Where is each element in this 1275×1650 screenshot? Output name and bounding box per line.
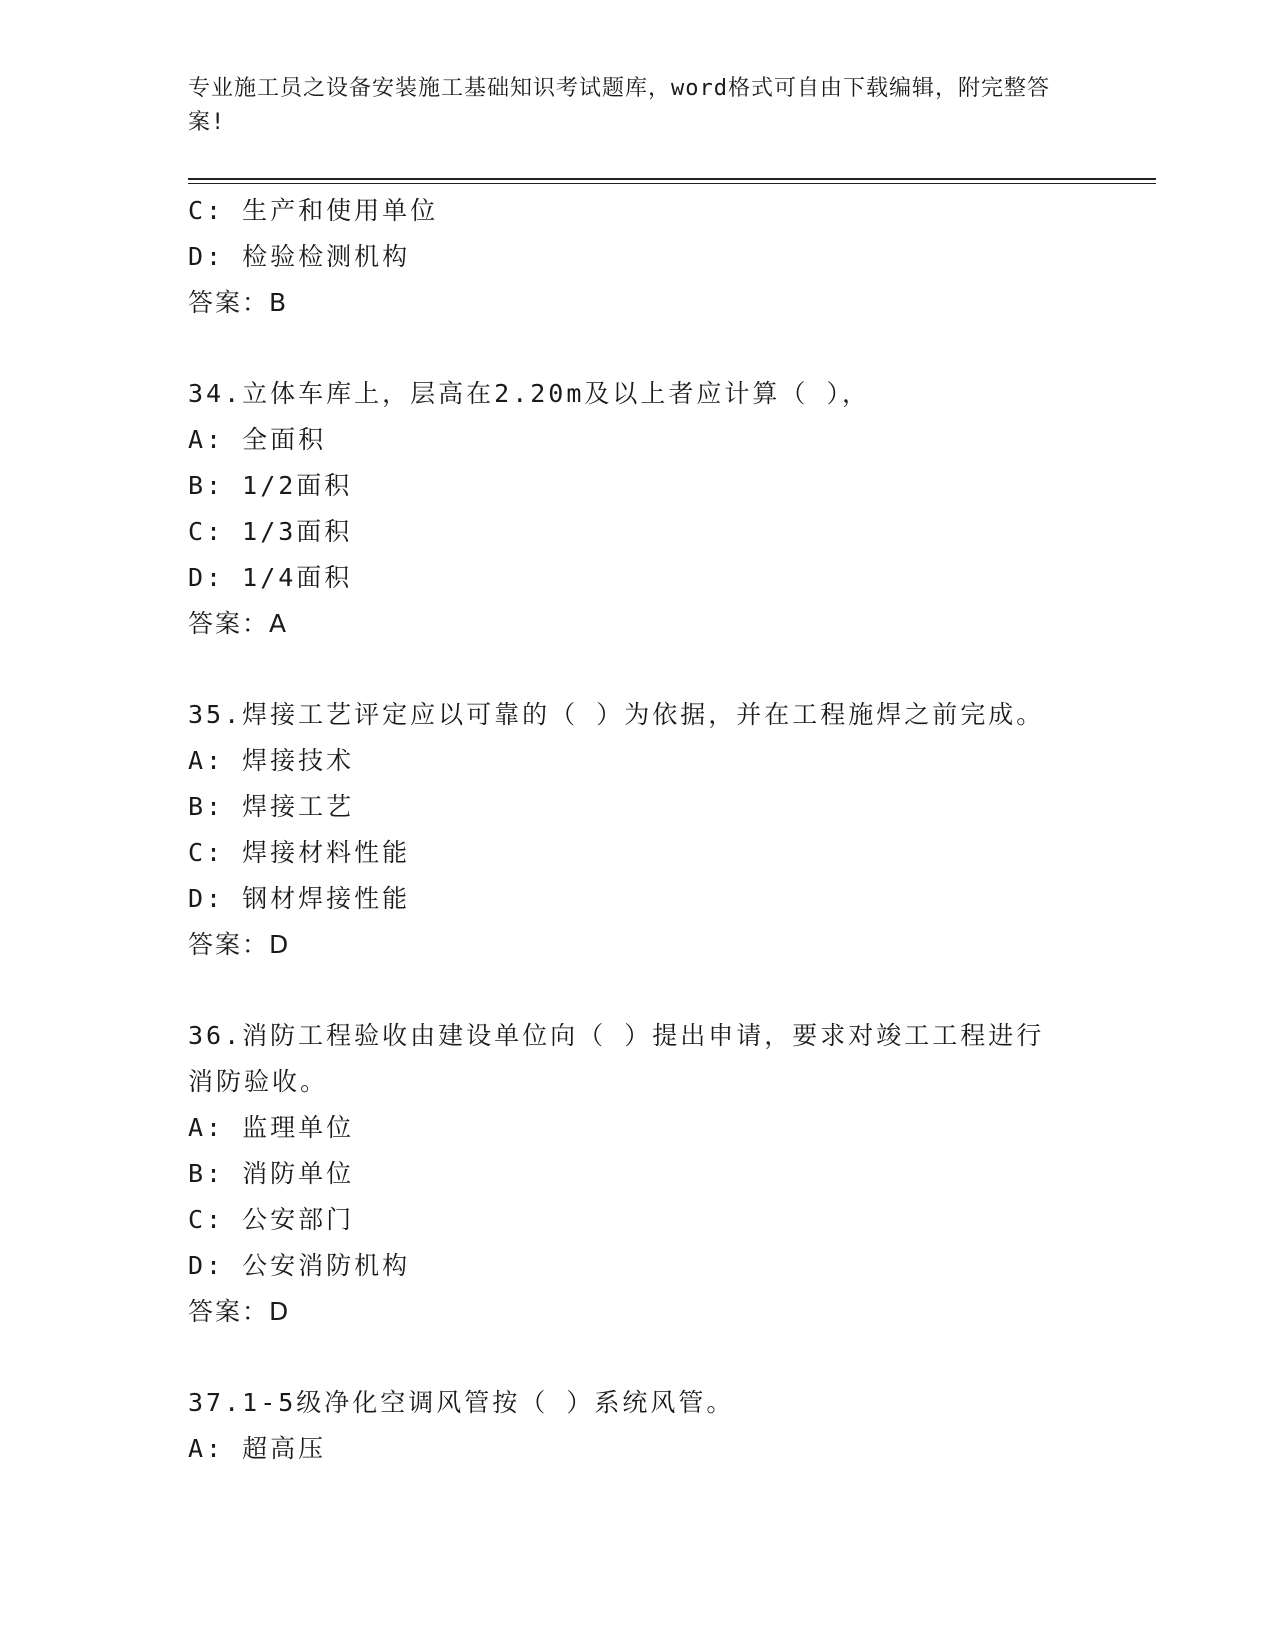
option-c: C: 1/3面积 [188, 517, 353, 546]
option-d: D: 钢材焊接性能 [188, 884, 411, 913]
option-b: B: 焊接工艺 [188, 792, 355, 821]
question-stem: 35.焊接工艺评定应以可靠的（ ）为依据，并在工程施焊之前完成。 [188, 700, 1045, 729]
answer-line: 答案：D [188, 930, 291, 959]
question-list [188, 188, 1088, 1472]
option-b: B: 1/2面积 [188, 471, 353, 500]
option-d: D: 1/4面积 [188, 563, 353, 592]
answer-line: 答案：D [188, 1297, 291, 1326]
header-rule-thin [188, 183, 1156, 184]
option-a: A: 焊接技术 [188, 746, 355, 775]
option-d: D: 公安消防机构 [188, 1251, 411, 1280]
question-stem: 36.消防工程验收由建设单位向（ ）提出申请，要求对竣工工程进行消防验收。 [188, 1021, 1045, 1096]
option-b: B: 消防单位 [188, 1159, 355, 1188]
option-c: C: 生产和使用单位 [188, 196, 439, 225]
option-a: A: 超高压 [188, 1434, 327, 1463]
option-a: A: 全面积 [188, 425, 327, 454]
option-a: A: 监理单位 [188, 1113, 355, 1142]
option-c: C: 公安部门 [188, 1205, 355, 1234]
option-d: D: 检验检测机构 [188, 242, 411, 271]
answer-line: 答案：B [188, 288, 289, 317]
option-c: C: 焊接材料性能 [188, 838, 411, 867]
document-header: 专业施工员之设备安装施工基础知识考试题库，word格式可自由下载编辑，附完整答案! [188, 76, 1050, 135]
question-stem: 37.1-5级净化空调风管按（ ）系统风管。 [188, 1388, 735, 1417]
header-rule-thick [188, 178, 1156, 180]
answer-line: 答案：A [188, 609, 289, 638]
question-stem: 34.立体车库上，层高在2.20m及以上者应计算（ ）， [188, 379, 870, 408]
